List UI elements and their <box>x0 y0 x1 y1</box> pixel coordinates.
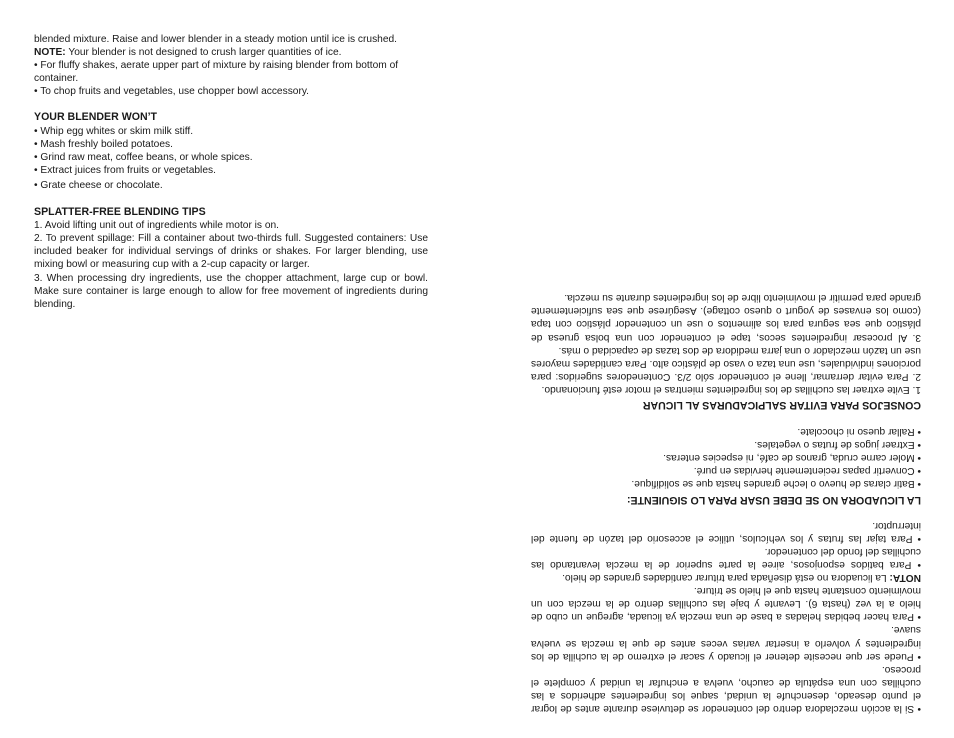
wont-item: • Extract juices from fruits or vegetables. <box>34 164 216 176</box>
bullet-item: • Para tajar las frutas y los vehículos, utilice el accesorio del tazón de fuente del interruptor. <box>531 519 921 544</box>
no-usar-item: • Moler carne cruda, granos de café, ni especies enteras. <box>663 452 921 464</box>
note-text: Your blender is not designed to crush larger quantities of ice. <box>65 47 342 59</box>
no-usar-item: • Extraer jugos de frutas o vegetales. <box>754 439 921 451</box>
bullet-item: • Para hacer bebidas heladas a base de una mezcla ya licuada, agregue un cubo de hielo a la vez (hasta 6). Levante y baje las cuchillas dentro de la mezcla con un movimiento constante hasta que el hielo se triture. <box>531 585 921 623</box>
no-usar-heading: LA LICUADORA NO SE DEBE USAR PARA LO SIGUIENTE: <box>626 493 921 506</box>
tip-chop-fruits: • To chop fruits and vegetables, use chopper bowl accessory. <box>34 86 310 98</box>
nota-paragraph <box>531 571 921 584</box>
english-column <box>34 33 428 311</box>
bullet-item: • Puede ser que necesite detener el licuado y sacar el extremo de la cuchilla de los ingredientes y volverlo a insertar varias veces antes de que la mezcla se vuelva suave. <box>531 624 921 662</box>
consejos-item: 3. Al procesar ingredientes secos, tape el contenedor con una bolsa gruesa de plástico que sea segura para los alimentos o use un contenedor plástico con tapa (como los envases de yogurt o queso cottage). Asegúrese que sea suficientemente grande para permitir el movimiento libre de los ingredientes durante su mezcla. <box>531 292 921 343</box>
nota-label: NOTA: <box>889 572 921 584</box>
consejos-item: 1. Evite extraer las cuchillas de los ingredientes mientras el motor esté funcionando. <box>541 383 921 395</box>
splatter-item: 1. Avoid lifting unit out of ingredients while motor is on. <box>34 220 280 232</box>
splatter-item: 3. When processing dry ingredients, use the chopper attachment, large cup or bowl. Make sure container is large enough to allow for free movement of ingredients during blending. <box>34 272 428 310</box>
spanish-column-upside-down <box>531 291 921 715</box>
note-paragraph <box>34 46 428 59</box>
bullet-item: • Si la acción mezcladora dentro del contenedor se detuviese durante antes de lograr el punto deseado, desenchufe la unidad, saque los ingredientes adheridos a las cuchillas con una espátula de caucho, vuelva a enchufar la unidad y complete el proceso. <box>531 663 921 714</box>
no-usar-item: • Convertir papas recientemente hervidas en puré. <box>693 465 921 477</box>
consejos-heading: CONSEJOS PARA EVITAR SALPICADURAS AL LICUAR <box>642 399 921 412</box>
wont-heading: YOUR BLENDER WON’T <box>34 111 158 124</box>
note-label: NOTE: <box>34 47 66 59</box>
intro-line: blended mixture. Raise and lower blender in a steady motion until ice is crushed. <box>34 34 397 45</box>
wont-item: • Grind raw meat, coffee beans, or whole spices. <box>34 151 253 163</box>
wont-item: • Grate cheese or chocolate. <box>34 179 163 191</box>
bullet-item: • Para batidos esponjosos, airee la parte superior de la mezcla levantando las cuchillas del fondo del contenedor. <box>531 545 921 570</box>
nota-text: La licuadora no está diseñada para triturar cantidades grandes de hielo. <box>562 572 890 584</box>
no-usar-item: • Batir claras de huevo o leche grandes hasta que se solidifique. <box>631 478 921 490</box>
wont-item: • Whip egg whites or skim milk stiff. <box>34 125 194 137</box>
wont-item: • Mash freshly boiled potatoes. <box>34 138 173 150</box>
consejos-item: 2. Para evitar derramar, llene el contenedor sólo 2/3. Contenedores sugeridos: para porciones individuales, use una taza o vaso de plástico alto. Para cantidades mayores use un tazón mezclador o una jarra medidora de dos tazas de capacidad o más. <box>531 344 921 382</box>
no-usar-item: • Rallar queso ni chocolate. <box>797 426 921 438</box>
splatter-item: 2. To prevent spillage: Fill a container about two-thirds full. Suggested containers: Use included beaker for individual servings of drinks or shakes. For larger blending, use mixing bowl or measuring cup with a 2-cup capacity or larger. <box>34 233 428 271</box>
tip-fluffy-shakes: • For fluffy shakes, aerate upper part of mixture by raising blender from bottom of container. <box>34 60 399 85</box>
splatter-heading: SPLATTER-FREE BLENDING TIPS <box>34 206 206 219</box>
